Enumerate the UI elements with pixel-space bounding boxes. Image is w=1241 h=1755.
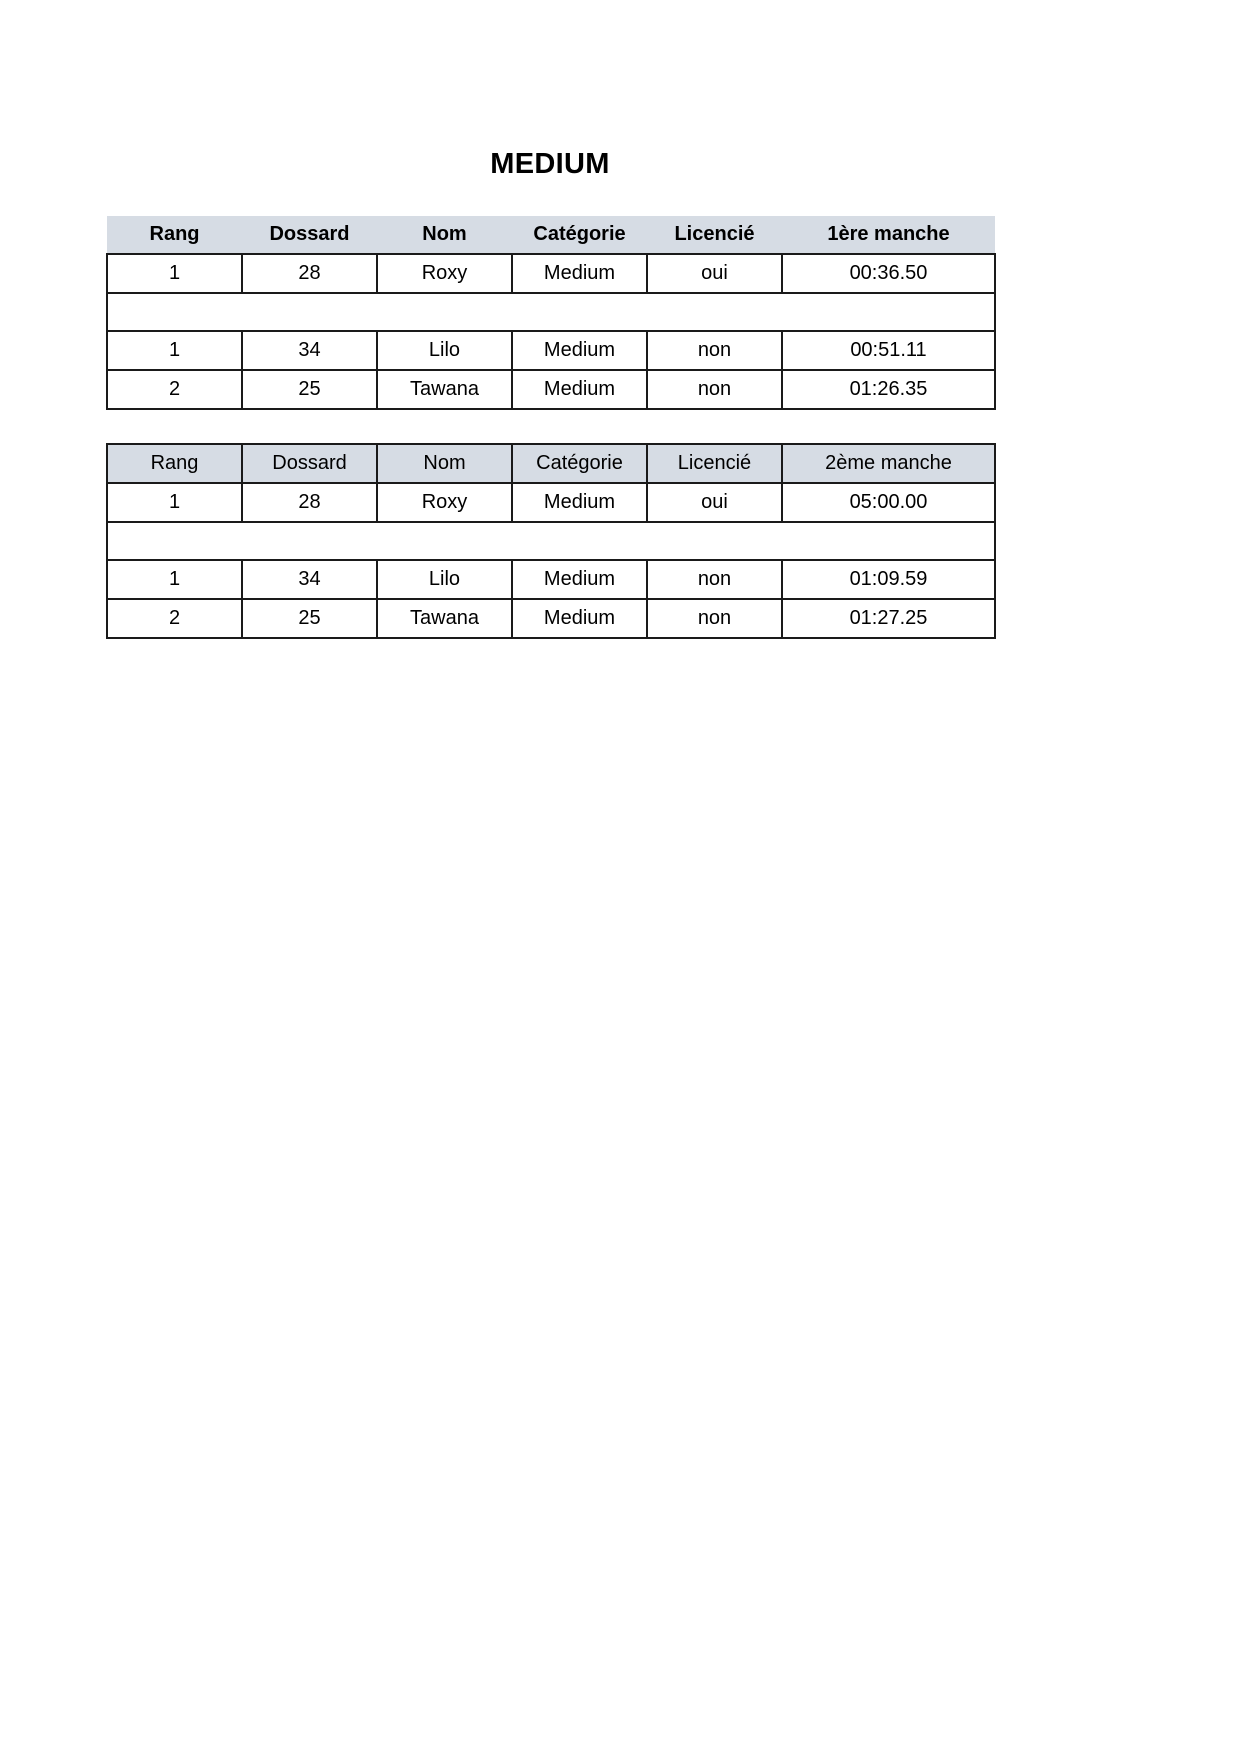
cell-rang: 1 bbox=[107, 331, 242, 370]
table-row bbox=[107, 370, 995, 409]
cell-nom: Tawana bbox=[377, 599, 512, 638]
table-header-row bbox=[107, 444, 995, 483]
cell-dossard: 25 bbox=[242, 599, 377, 638]
cell-nom: Lilo bbox=[377, 560, 512, 599]
cell-run-time: 05:00.00 bbox=[782, 483, 995, 522]
cell-licencie: non bbox=[647, 560, 782, 599]
column-header-nom: Nom bbox=[377, 216, 512, 254]
cell-run-time: 00:36.50 bbox=[782, 254, 995, 293]
column-header-nom: Nom bbox=[377, 444, 512, 483]
cell-run-time: 00:51.11 bbox=[782, 331, 995, 370]
cell-nom: Tawana bbox=[377, 370, 512, 409]
separator-row bbox=[107, 293, 995, 331]
separator-cell bbox=[107, 522, 995, 560]
table-row bbox=[107, 560, 995, 599]
cell-rang: 1 bbox=[107, 254, 242, 293]
cell-categorie: Medium bbox=[512, 254, 647, 293]
cell-rang: 1 bbox=[107, 483, 242, 522]
cell-run-time: 01:27.25 bbox=[782, 599, 995, 638]
cell-rang: 2 bbox=[107, 599, 242, 638]
cell-licencie: oui bbox=[647, 483, 782, 522]
column-header-run-time: 2ème manche bbox=[782, 444, 995, 483]
column-header-dossard: Dossard bbox=[242, 216, 377, 254]
cell-licencie: non bbox=[647, 331, 782, 370]
separator-row bbox=[107, 522, 995, 560]
table-header-row bbox=[107, 216, 995, 254]
table-row bbox=[107, 331, 995, 370]
column-header-run-time: 1ère manche bbox=[782, 216, 995, 254]
table-row bbox=[107, 599, 995, 638]
results-table-run-2 bbox=[106, 443, 996, 639]
column-header-rang: Rang bbox=[107, 444, 242, 483]
cell-dossard: 25 bbox=[242, 370, 377, 409]
cell-categorie: Medium bbox=[512, 560, 647, 599]
table-row bbox=[107, 483, 995, 522]
cell-run-time: 01:26.35 bbox=[782, 370, 995, 409]
cell-dossard: 28 bbox=[242, 483, 377, 522]
cell-rang: 1 bbox=[107, 560, 242, 599]
cell-categorie: Medium bbox=[512, 599, 647, 638]
separator-cell bbox=[107, 293, 995, 331]
cell-dossard: 28 bbox=[242, 254, 377, 293]
column-header-dossard: Dossard bbox=[242, 444, 377, 483]
cell-categorie: Medium bbox=[512, 331, 647, 370]
column-header-categorie: Catégorie bbox=[512, 444, 647, 483]
cell-licencie: non bbox=[647, 599, 782, 638]
column-header-categorie: Catégorie bbox=[512, 216, 647, 254]
cell-licencie: non bbox=[647, 370, 782, 409]
column-header-licencie: Licencié bbox=[647, 216, 782, 254]
results-table-run-1 bbox=[106, 216, 996, 410]
cell-categorie: Medium bbox=[512, 370, 647, 409]
column-header-rang: Rang bbox=[107, 216, 242, 254]
cell-nom: Roxy bbox=[377, 483, 512, 522]
cell-rang: 2 bbox=[107, 370, 242, 409]
cell-categorie: Medium bbox=[512, 483, 647, 522]
table-row bbox=[107, 254, 995, 293]
cell-run-time: 01:09.59 bbox=[782, 560, 995, 599]
cell-licencie: oui bbox=[647, 254, 782, 293]
cell-dossard: 34 bbox=[242, 331, 377, 370]
page-title: MEDIUM bbox=[490, 148, 610, 180]
column-header-licencie: Licencié bbox=[647, 444, 782, 483]
cell-nom: Lilo bbox=[377, 331, 512, 370]
cell-dossard: 34 bbox=[242, 560, 377, 599]
cell-nom: Roxy bbox=[377, 254, 512, 293]
